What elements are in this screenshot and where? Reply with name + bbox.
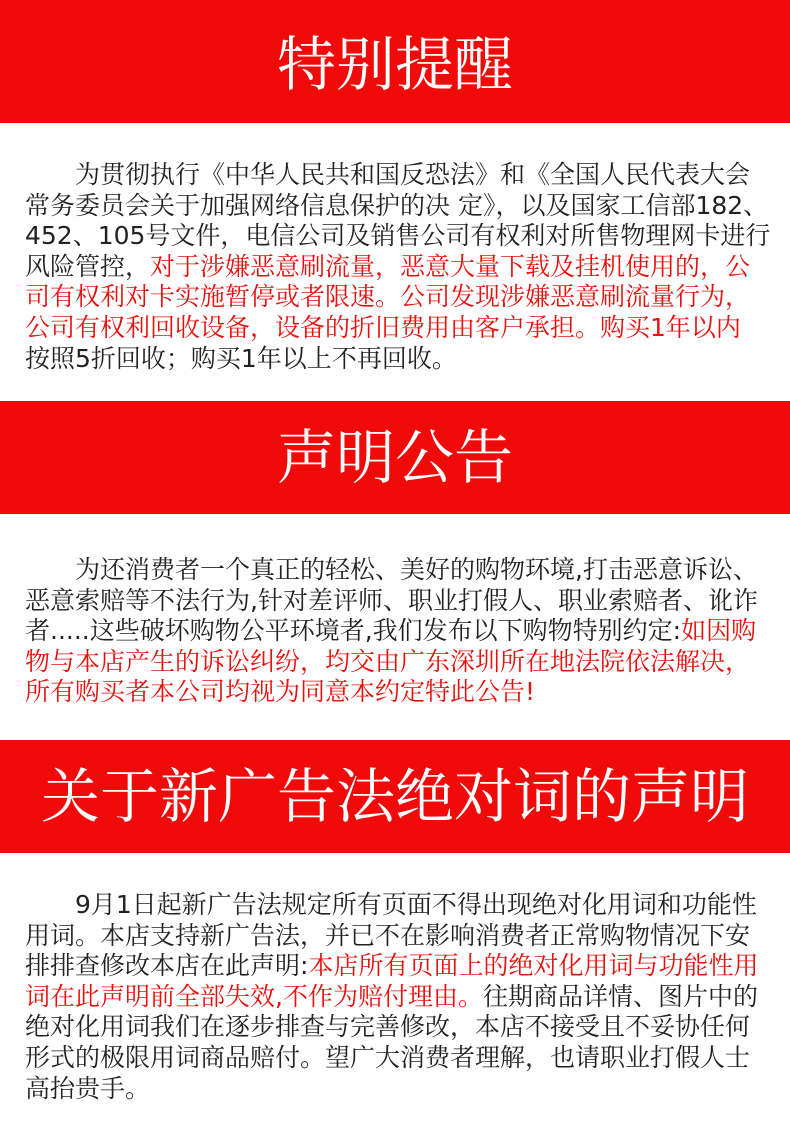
body-text: 者.....这些破坏购物公平环境者,我们发布以下购物特别约定: (25, 616, 682, 646)
paragraph-line (25, 586, 770, 617)
section-banner (0, 740, 790, 853)
section-body (25, 160, 770, 374)
paragraph-line (25, 344, 770, 375)
body-text: 按照5折回收；购买1年以上不再回收。 (25, 343, 457, 373)
body-text: 风险管控， (25, 251, 151, 281)
body-text: 形式的极限用词商品赔付。望广大消费者理解，也请职业打假人士 (25, 1042, 751, 1072)
body-text: 高抬贵手。 (25, 1073, 151, 1103)
paragraph-line (25, 951, 770, 982)
body-text: 为贯彻执行《中华人民共和国反恐法》和《全国人民代表大会 (75, 160, 751, 189)
paragraph-line (25, 677, 770, 708)
body-text: 9月1日起新广告法规定所有页面不得出现绝对化用词和功能性 (75, 890, 757, 919)
paragraph-line (25, 647, 770, 678)
section-body (25, 555, 770, 708)
paragraph-line (25, 1012, 770, 1043)
body-text: 恶意索赔等不法行为,针对差评师、职业打假人、职业索赔者、讹诈 (25, 585, 758, 615)
body-text: 排排查修改本店在此声明: (25, 951, 309, 981)
body-text: 452、105号文件，电信公司及销售公司有权利对所售物理网卡进行 (25, 221, 771, 251)
section-title: 特别提醒 (276, 30, 513, 99)
highlighted-text: 所有购买者本公司均视为同意本约定特此公告! (25, 677, 536, 707)
highlighted-text: 如因购 (681, 616, 757, 646)
highlighted-text: 本店所有页面上的绝对化用词与功能性用 (308, 951, 759, 981)
paragraph-line (25, 1074, 770, 1105)
paragraph-line (25, 616, 770, 647)
body-text: 绝对化用词我们在逐步排查与完善修改，本店不接受且不妥协任何 (25, 1012, 751, 1042)
highlighted-text: 司有权利对卡实施暂停或者限速。公司发现涉嫌恶意刷流量行为， (25, 282, 751, 312)
paragraph-line (25, 313, 770, 344)
section-banner (0, 0, 790, 123)
paragraph-line (25, 252, 770, 283)
body-text: 往期商品详情、图片中的 (482, 981, 758, 1011)
section-title: 声明公告 (276, 423, 513, 492)
paragraph-line (25, 282, 770, 313)
body-text: 常务委员会关于加强网络信息保护的决 定》，以及国家工信部182、 (25, 190, 769, 220)
paragraph-line (25, 191, 770, 222)
paragraph-line (25, 555, 770, 586)
highlighted-text: 对于涉嫌恶意刷流量，恶意大量下载及挂机使用的，公 (150, 251, 751, 281)
highlighted-text: 物与本店产生的诉讼纠纷，均交由广东深圳所在地法院依法解决， (25, 646, 751, 676)
paragraph-line (25, 890, 770, 921)
paragraph-line (25, 221, 770, 252)
section-title: 关于新广告法绝对词的声明 (40, 762, 749, 831)
highlighted-text: 词在此声明前全部失效,不作为赔付理由。 (25, 981, 483, 1011)
paragraph-line (25, 160, 770, 191)
paragraph-line (25, 1043, 770, 1074)
highlighted-text: 公司有权利回收设备，设备的折旧费用由客户承担。购买1年以内 (25, 312, 741, 342)
body-text: 为还消费者一个真正的轻松、美好的购物环境,打击恶意诉讼、 (75, 555, 758, 584)
body-text: 用词。本店支持新广告法，并已不在影响消费者正常购物情况下安 (25, 920, 751, 950)
paragraph-line (25, 982, 770, 1013)
paragraph-line (25, 921, 770, 952)
section-banner (0, 401, 790, 514)
section-body (25, 890, 770, 1104)
